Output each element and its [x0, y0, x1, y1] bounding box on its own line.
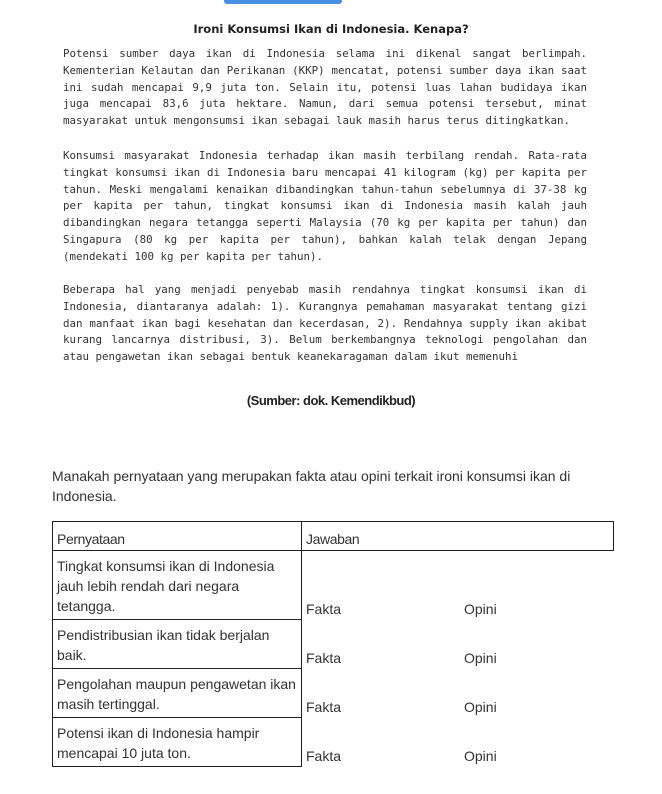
- table-row: [53, 551, 614, 620]
- option-fakta-label[interactable]: Fakta: [306, 600, 342, 617]
- article-paragraph-3: Beberapa hal yang menjadi penyebab masih rendahnya tingkat konsumsi ikan di Indonesia, diantaranya adalah: 1). Kurangnya pemahaman masyarakat tentang gizi dan manfaat ikan bagi kesehatan dan kecerdasan, 2). Rendahnya supply ikan akibat kurang lancarnya distribusi, 3). Belum berkembangnya teknologi pengolahan dan atau pengawetan ikan sebagai bentuk keanekaragaman dalam ikut memenuhi: [63, 283, 587, 364]
- option-fakta[interactable]: [302, 551, 461, 620]
- option-opini-label[interactable]: Opini: [464, 698, 497, 715]
- top-accent-bar: [224, 0, 342, 4]
- option-opini-label[interactable]: Opini: [464, 600, 497, 617]
- header-answer: Jawaban: [302, 522, 614, 551]
- option-fakta[interactable]: [302, 718, 461, 767]
- option-opini[interactable]: [460, 718, 613, 767]
- article-title: Ironi Konsumsi Ikan di Indonesia. Kenapa?: [193, 22, 469, 36]
- question-text: Manakah pernyataan yang merupakan fakta atau opini terkait ironi konsumsi ikan di Indonesia.: [52, 468, 571, 504]
- option-fakta-label[interactable]: Fakta: [306, 747, 342, 764]
- option-opini-label[interactable]: Opini: [464, 649, 497, 666]
- article-source: (Sumber: dok. Kemendikbud): [246, 393, 416, 408]
- option-fakta-label[interactable]: Fakta: [306, 698, 342, 715]
- table-row: [53, 718, 614, 767]
- row-statement: Potensi ikan di Indonesia hampir mencapai 10 juta ton.: [53, 718, 302, 767]
- option-fakta-label[interactable]: Fakta: [306, 649, 342, 666]
- table-row: [53, 669, 614, 718]
- option-opini-label[interactable]: Opini: [464, 747, 497, 764]
- option-opini[interactable]: [460, 551, 613, 620]
- table-header-row: [53, 522, 614, 551]
- table-row: [53, 620, 614, 669]
- header-statement: Pernyataan: [53, 522, 302, 551]
- row-statement: Pendistribusian ikan tidak berjalan baik.: [53, 620, 302, 669]
- row-statement: Tingkat konsumsi ikan di Indonesia jauh lebih rendah dari negara tetangga.: [53, 551, 302, 620]
- article-paragraph-1: Potensi sumber daya ikan di Indonesia selama ini dikenal sangat berlimpah. Kementerian Kelautan dan Perikanan (KKP) mencatat, potensi sumber daya ikan saat ini sudah mencapai 9,9 juta ton. Selain itu, potensi luas lahan budidaya ikan juga mencapai 83,6 juta hektare. Namun, dari semua potensi tersebut, minat masyarakat untuk mengonsumsi ikan sebagai lauk masih harus terus ditingkatkan.: [63, 47, 587, 128]
- option-opini[interactable]: [460, 669, 613, 718]
- answer-table: [52, 521, 614, 767]
- article-paragraph-2: Konsumsi masyarakat Indonesia terhadap ikan masih terbilang rendah. Rata-rata tingkat konsumsi ikan di Indonesia baru mencapai 41 kilogram (kg) per kapita per tahun. Meski mengalami kenaikan dibandingkan tahun-tahun sebelumnya di 37-38 kg per kapita per tahun, tingkat konsumsi ikan di Indonesia masih kalah jauh dibandingkan negara tetangga seperti Malaysia (70 kg per kapita per tahun) dan Singapura (80 kg per kapita per tahun), bahkan kalah telak dengan Jepang (mendekati 100 kg per kapita per tahun).: [63, 149, 587, 263]
- option-fakta[interactable]: [302, 669, 461, 718]
- option-opini[interactable]: [460, 620, 613, 669]
- option-fakta[interactable]: [302, 620, 461, 669]
- row-statement: Pengolahan maupun pengawetan ikan masih tertinggal.: [53, 669, 302, 718]
